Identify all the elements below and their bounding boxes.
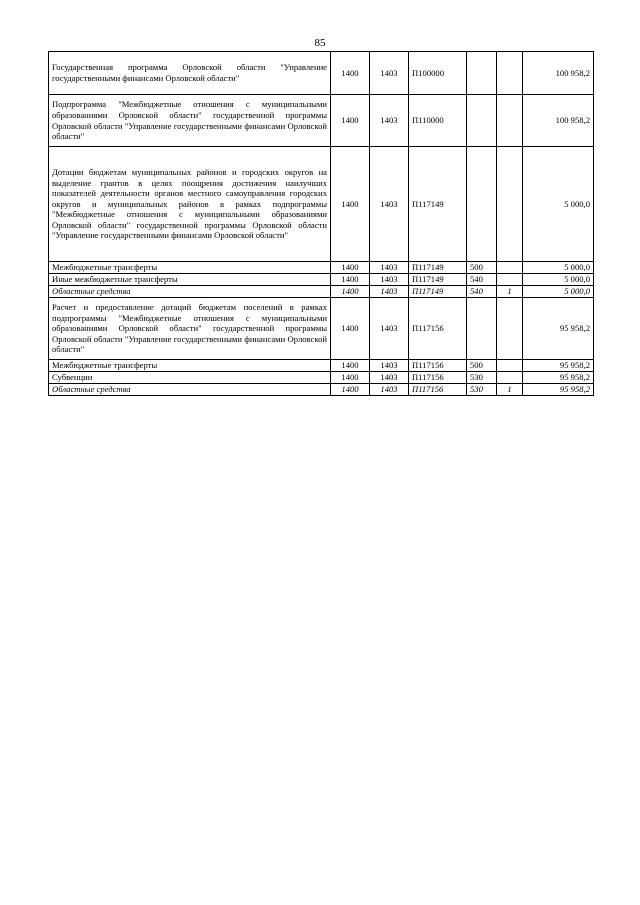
row-target-article: П117156 xyxy=(409,360,467,372)
row-subsection: 1403 xyxy=(370,298,409,360)
row-amount: 100 958,2 xyxy=(523,95,594,147)
row-subsection: 1403 xyxy=(370,262,409,274)
page-number: 85 xyxy=(314,37,326,49)
table-row xyxy=(49,384,594,396)
row-target-article: П117149 xyxy=(409,262,467,274)
row-section: 1400 xyxy=(331,372,370,384)
row-amount: 100 958,2 xyxy=(523,52,594,95)
row-expense-type: 530 xyxy=(467,384,497,396)
row-name: Подпрограмма "Межбюджетные отношения с муниципальными образованиями Орловской области" государственной программы Орловской области "Управление государственными финансами Орловской области" xyxy=(49,95,331,147)
row-subsection: 1403 xyxy=(370,95,409,147)
row-name: Государственная программа Орловской области "Управление государственными финансами Орловской области" xyxy=(49,52,331,95)
row-amount: 5 000,0 xyxy=(523,286,594,298)
row-section: 1400 xyxy=(331,147,370,262)
row-expense-type xyxy=(467,298,497,360)
row-section: 1400 xyxy=(331,360,370,372)
row-section: 1400 xyxy=(331,384,370,396)
row-target-article: П100000 xyxy=(409,52,467,95)
row-funding-source xyxy=(497,262,523,274)
budget-table xyxy=(48,51,594,396)
row-name: Областные средства xyxy=(49,384,331,396)
row-funding-source xyxy=(497,147,523,262)
row-name: Межбюджетные трансферты xyxy=(49,360,331,372)
row-expense-type: 500 xyxy=(467,262,497,274)
row-funding-source xyxy=(497,360,523,372)
row-amount: 5 000,0 xyxy=(523,274,594,286)
row-name: Межбюджетные трансферты xyxy=(49,262,331,274)
row-name: Расчет и предоставление дотаций бюджетам поселений в рамках подпрограммы "Межбюджетные отношения с муниципальными образованиями Орловской области" государственной программы Орловской области "Управление государственными финансами Орловской области" xyxy=(49,298,331,360)
table-row xyxy=(49,262,594,274)
row-funding-source xyxy=(497,95,523,147)
row-name: Дотации бюджетам муниципальных районов и городских округов на выделение грантов в целях поощрения достижения наилучших показателей деятельности органов местного самоуправления городских округов и муниципальных районов в рамках подпрограммы "Межбюджетные отношения с муниципальными образованиями Орловской области" государственной программы Орловской области "Управление государственными финансами Орловской области" xyxy=(49,147,331,262)
table-row xyxy=(49,372,594,384)
row-target-article: П117149 xyxy=(409,274,467,286)
row-funding-source xyxy=(497,274,523,286)
row-subsection: 1403 xyxy=(370,147,409,262)
row-target-article: П117156 xyxy=(409,372,467,384)
row-section: 1400 xyxy=(331,274,370,286)
table-row xyxy=(49,147,594,262)
row-target-article: П117156 xyxy=(409,384,467,396)
row-expense-type xyxy=(467,147,497,262)
row-target-article: П117149 xyxy=(409,286,467,298)
row-target-article: П117156 xyxy=(409,298,467,360)
table-row xyxy=(49,274,594,286)
table-row xyxy=(49,360,594,372)
row-funding-source xyxy=(497,298,523,360)
row-section: 1400 xyxy=(331,286,370,298)
row-amount: 95 958,2 xyxy=(523,360,594,372)
row-amount: 5 000,0 xyxy=(523,147,594,262)
table-row xyxy=(49,286,594,298)
row-subsection: 1403 xyxy=(370,372,409,384)
row-target-article: П110000 xyxy=(409,95,467,147)
row-amount: 95 958,2 xyxy=(523,372,594,384)
row-expense-type: 540 xyxy=(467,286,497,298)
row-expense-type: 500 xyxy=(467,360,497,372)
row-expense-type xyxy=(467,95,497,147)
row-funding-source: 1 xyxy=(497,384,523,396)
row-target-article: П117149 xyxy=(409,147,467,262)
row-amount: 95 958,2 xyxy=(523,384,594,396)
table-row xyxy=(49,52,594,95)
row-subsection: 1403 xyxy=(370,286,409,298)
row-subsection: 1403 xyxy=(370,360,409,372)
row-funding-source xyxy=(497,52,523,95)
row-name: Субвенции xyxy=(49,372,331,384)
row-expense-type: 540 xyxy=(467,274,497,286)
row-name: Областные средства xyxy=(49,286,331,298)
table-row xyxy=(49,298,594,360)
row-subsection: 1403 xyxy=(370,384,409,396)
row-section: 1400 xyxy=(331,298,370,360)
row-name: Иные межбюджетные трансферты xyxy=(49,274,331,286)
row-subsection: 1403 xyxy=(370,274,409,286)
row-subsection: 1403 xyxy=(370,52,409,95)
row-amount: 5 000,0 xyxy=(523,262,594,274)
row-funding-source xyxy=(497,372,523,384)
table-row xyxy=(49,95,594,147)
row-amount: 95 958,2 xyxy=(523,298,594,360)
row-section: 1400 xyxy=(331,95,370,147)
row-expense-type xyxy=(467,52,497,95)
row-expense-type: 530 xyxy=(467,372,497,384)
row-funding-source: 1 xyxy=(497,286,523,298)
row-section: 1400 xyxy=(331,262,370,274)
row-section: 1400 xyxy=(331,52,370,95)
